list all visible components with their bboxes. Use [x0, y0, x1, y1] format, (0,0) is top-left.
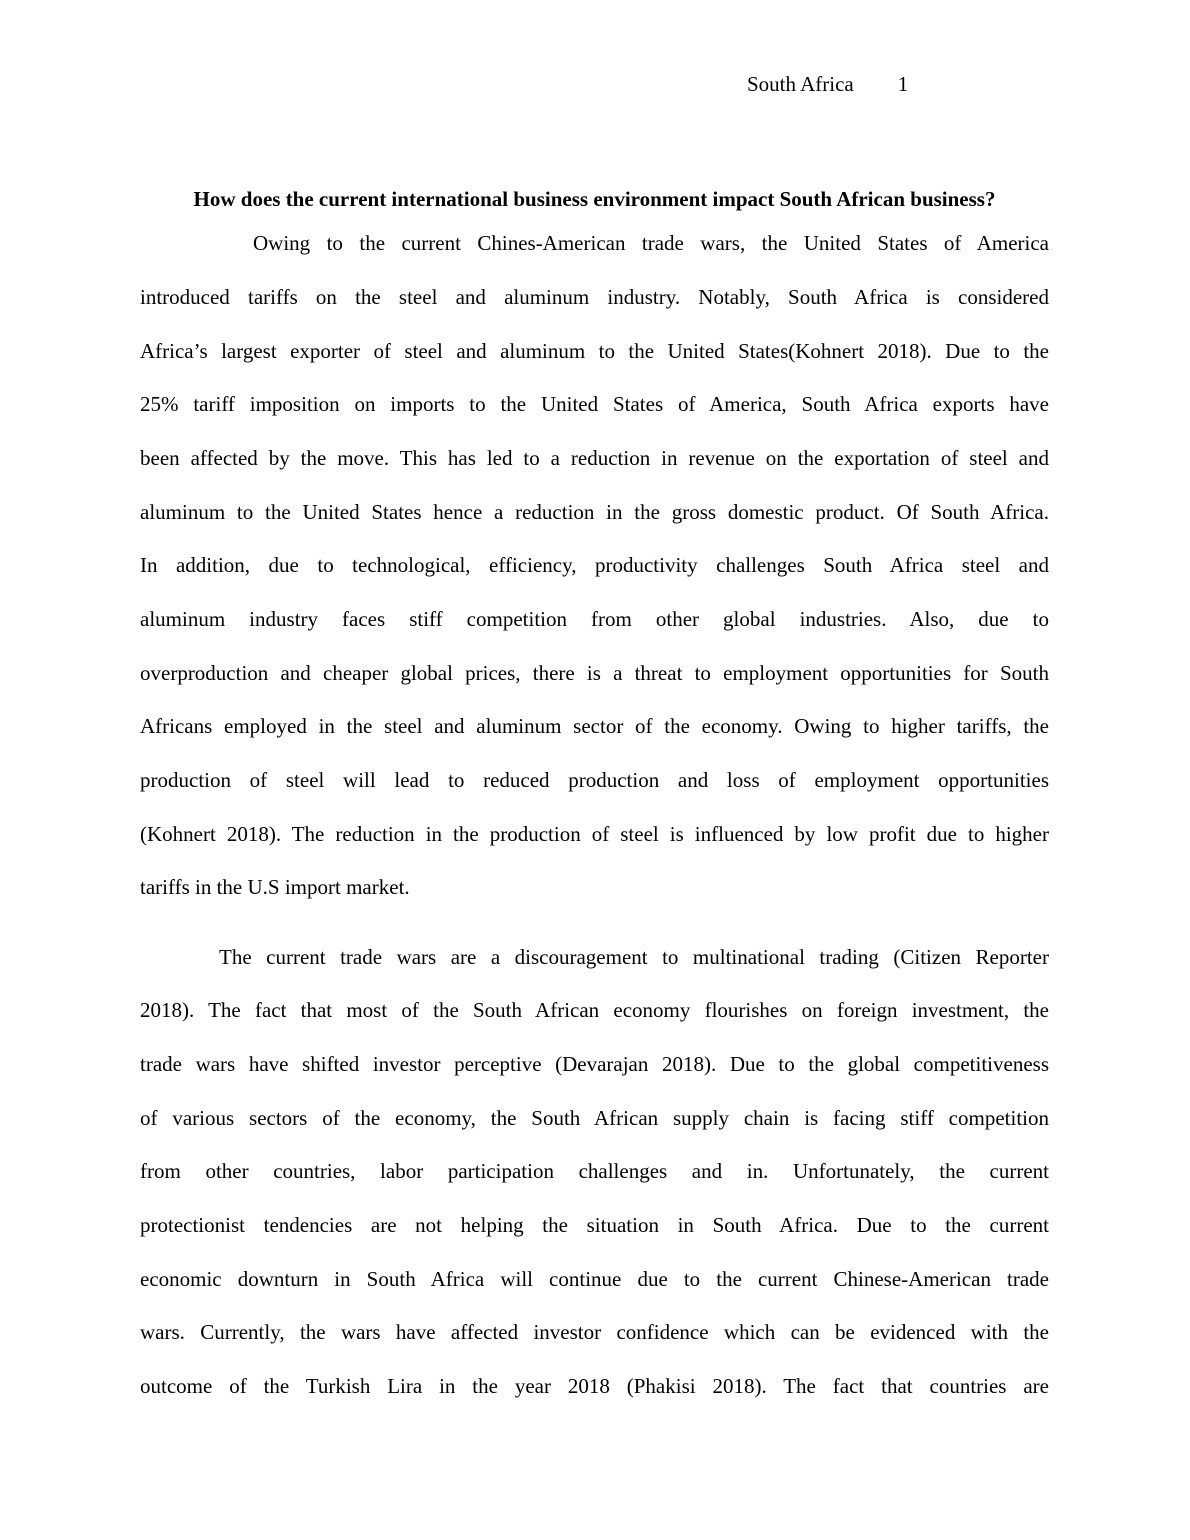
running-header [747, 70, 908, 98]
text-line: Owing to the current Chines-American trade wars, the United States of America [253, 231, 1049, 255]
text-line: aluminum industry faces stiff competition from other global industries. Also, due to [140, 607, 1049, 631]
text-line: production of steel will lead to reduced production and loss of employment opportunities [140, 768, 1049, 792]
text-line: In addition, due to technological, efficiency, productivity challenges South Africa steel and [140, 553, 1049, 577]
text-line: Africa’s largest exporter of steel and aluminum to the United States(Kohnert 2018). Due to the [140, 339, 1049, 363]
text-line: been affected by the move. This has led to a reduction in revenue on the exportation of steel and [140, 446, 1049, 470]
text-line: tariffs in the U.S import market. [140, 875, 410, 899]
document-heading: How does the current international business environment impact South African business? [193, 187, 996, 211]
text-line: wars. Currently, the wars have affected investor confidence which can be evidenced with the [140, 1320, 1049, 1344]
text-line: protectionist tendencies are not helping the situation in South Africa. Due to the current [140, 1213, 1049, 1237]
text-line: introduced tariffs on the steel and aluminum industry. Notably, South Africa is considered [140, 285, 1049, 309]
text-line: Africans employed in the steel and aluminum sector of the economy. Owing to higher tariffs, the [140, 714, 1049, 738]
text-line: of various sectors of the economy, the South African supply chain is facing stiff competition [140, 1106, 1049, 1130]
text-line: (Kohnert 2018). The reduction in the production of steel is influenced by low profit due to higher [140, 822, 1049, 846]
text-line: from other countries, labor participation challenges and in. Unfortunately, the current [140, 1159, 1049, 1183]
text-line: 25% tariff imposition on imports to the United States of America, South Africa exports have [140, 392, 1049, 416]
text-line: 2018). The fact that most of the South African economy flourishes on foreign investment, the [140, 998, 1049, 1022]
text-line: overproduction and cheaper global prices, there is a threat to employment opportunities for South [140, 661, 1049, 685]
text-line: outcome of the Turkish Lira in the year 2018 (Phakisi 2018). The fact that countries are [140, 1374, 1049, 1398]
text-line: trade wars have shifted investor perceptive (Devarajan 2018). Due to the global competitiveness [140, 1052, 1049, 1076]
text-line: The current trade wars are a discouragement to multinational trading (Citizen Reporter [219, 945, 1049, 969]
running-title: South Africa [747, 72, 854, 96]
text-line: aluminum to the United States hence a reduction in the gross domestic product. Of South Africa. [140, 500, 1049, 524]
text-line: economic downturn in South Africa will continue due to the current Chinese-American trade [140, 1267, 1049, 1291]
page-number: 1 [897, 72, 909, 96]
